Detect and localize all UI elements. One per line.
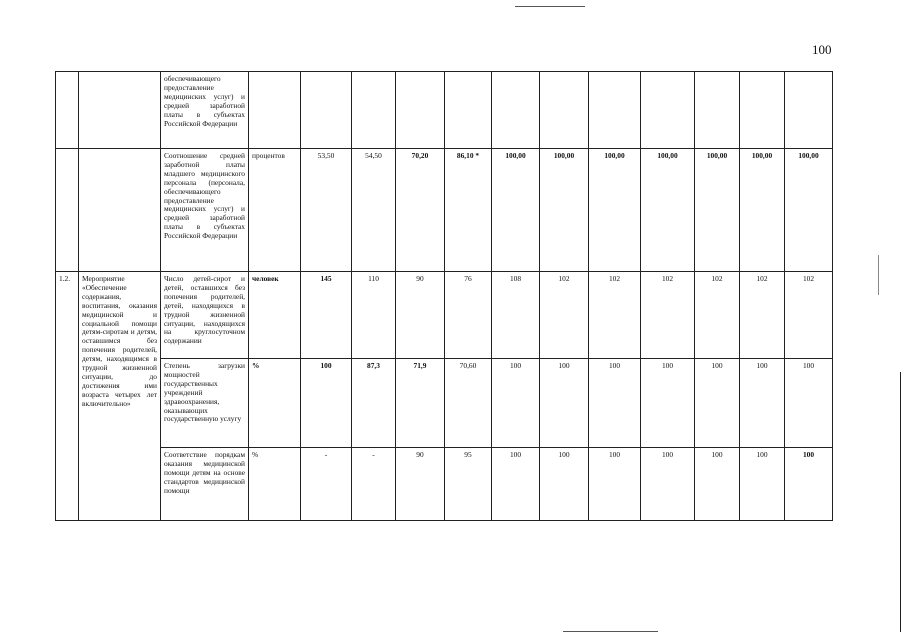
cell-value: 110 (352, 272, 396, 359)
cell-value: 102 (589, 272, 641, 359)
cell-unit: человек (249, 272, 301, 359)
scan-mark-top (515, 6, 585, 7)
cell-value: 100 (540, 448, 589, 521)
indicators-table (55, 71, 833, 521)
cell-value: 86,10 * (445, 149, 492, 272)
scan-speck-right (878, 255, 879, 295)
table-row (56, 359, 833, 448)
cell-value: - (352, 448, 396, 521)
cell-value: 76 (445, 272, 492, 359)
cell-value: 145 (301, 272, 352, 359)
cell-value: 102 (785, 272, 833, 359)
cell-value (695, 72, 740, 149)
cell-unit (249, 72, 301, 149)
scan-mark-bottom (563, 631, 658, 632)
cell-value: 70,60 (445, 359, 492, 448)
cell-value: 87,3 (352, 359, 396, 448)
cell-value: 100 (540, 359, 589, 448)
cell-value: 100 (589, 448, 641, 521)
table-row (56, 272, 833, 359)
cell-value: 71,9 (396, 359, 445, 448)
cell-value: 53,50 (301, 149, 352, 272)
cell-value: 90 (396, 272, 445, 359)
cell-value: 108 (492, 272, 540, 359)
cell-value: 100 (785, 448, 833, 521)
scan-edge-right (900, 372, 901, 632)
cell-value (589, 72, 641, 149)
cell-event (79, 149, 161, 272)
cell-value: 100 (785, 359, 833, 448)
cell-value: 100 (492, 448, 540, 521)
cell-value: 100 (740, 359, 785, 448)
cell-num: 1.2. (56, 272, 79, 521)
cell-value (540, 72, 589, 149)
cell-event: Мероприятие «Обеспечение содержания, воспитания, оказания медицинской и социальной помощи детям-сиротам и детям, оставшимся без попечения родителей, детям, находящимся в трудной жизненной ситуации, до достижения ими возраста четырех лет включительно» (79, 272, 161, 521)
cell-value: 100,00 (695, 149, 740, 272)
cell-value: 100,00 (589, 149, 641, 272)
cell-value: 100,00 (492, 149, 540, 272)
cell-value: 100 (641, 359, 695, 448)
cell-value: 90 (396, 448, 445, 521)
cell-value: 100,00 (641, 149, 695, 272)
cell-value: - (301, 448, 352, 521)
cell-value: 100 (492, 359, 540, 448)
cell-value: 100,00 (785, 149, 833, 272)
cell-indicator: Степень загрузки мощностей государственных учреждений здравоохранения, оказывающих государственную услугу (161, 359, 249, 448)
cell-num (56, 72, 79, 149)
cell-value: 100,00 (740, 149, 785, 272)
cell-indicator: Число детей-сирот и детей, оставшихся без попечения родителей, детей, находящихся в трудной жизненной ситуации, находящихся на круглосуточном содержании (161, 272, 249, 359)
cell-num (56, 149, 79, 272)
cell-indicator: обеспечивающего предоставление медицинских услуг) и средней заработной платы в субъектах Российской Федерации (161, 72, 249, 149)
cell-unit: % (249, 448, 301, 521)
cell-value: 100 (301, 359, 352, 448)
cell-indicator: Соотношение средней заработной платы младшего медицинского персонала (персонала, обеспечивающего предоставление медицинских услуг) и средней заработной платы в субъектах Российской Федерации (161, 149, 249, 272)
cell-value: 100 (589, 359, 641, 448)
cell-value: 100,00 (540, 149, 589, 272)
cell-value: 100 (740, 448, 785, 521)
cell-unit: % (249, 359, 301, 448)
cell-indicator: Соответствие порядкам оказания медицинской помощи детям на основе стандартов медицинской помощи (161, 448, 249, 521)
cell-value (492, 72, 540, 149)
table-row (56, 448, 833, 521)
cell-value (396, 72, 445, 149)
cell-value: 54,50 (352, 149, 396, 272)
cell-value (301, 72, 352, 149)
table-row (56, 149, 833, 272)
cell-value: 102 (695, 272, 740, 359)
cell-unit: процентов (249, 149, 301, 272)
cell-value: 102 (740, 272, 785, 359)
cell-value (352, 72, 396, 149)
cell-value: 100 (695, 359, 740, 448)
table-row (56, 72, 833, 149)
cell-value: 70,20 (396, 149, 445, 272)
cell-value: 102 (641, 272, 695, 359)
cell-value (740, 72, 785, 149)
cell-event (79, 72, 161, 149)
cell-value (641, 72, 695, 149)
cell-value: 100 (641, 448, 695, 521)
cell-value: 100 (695, 448, 740, 521)
cell-value: 95 (445, 448, 492, 521)
cell-value: 102 (540, 272, 589, 359)
cell-value (785, 72, 833, 149)
page-number: 100 (812, 42, 832, 57)
cell-value (445, 72, 492, 149)
